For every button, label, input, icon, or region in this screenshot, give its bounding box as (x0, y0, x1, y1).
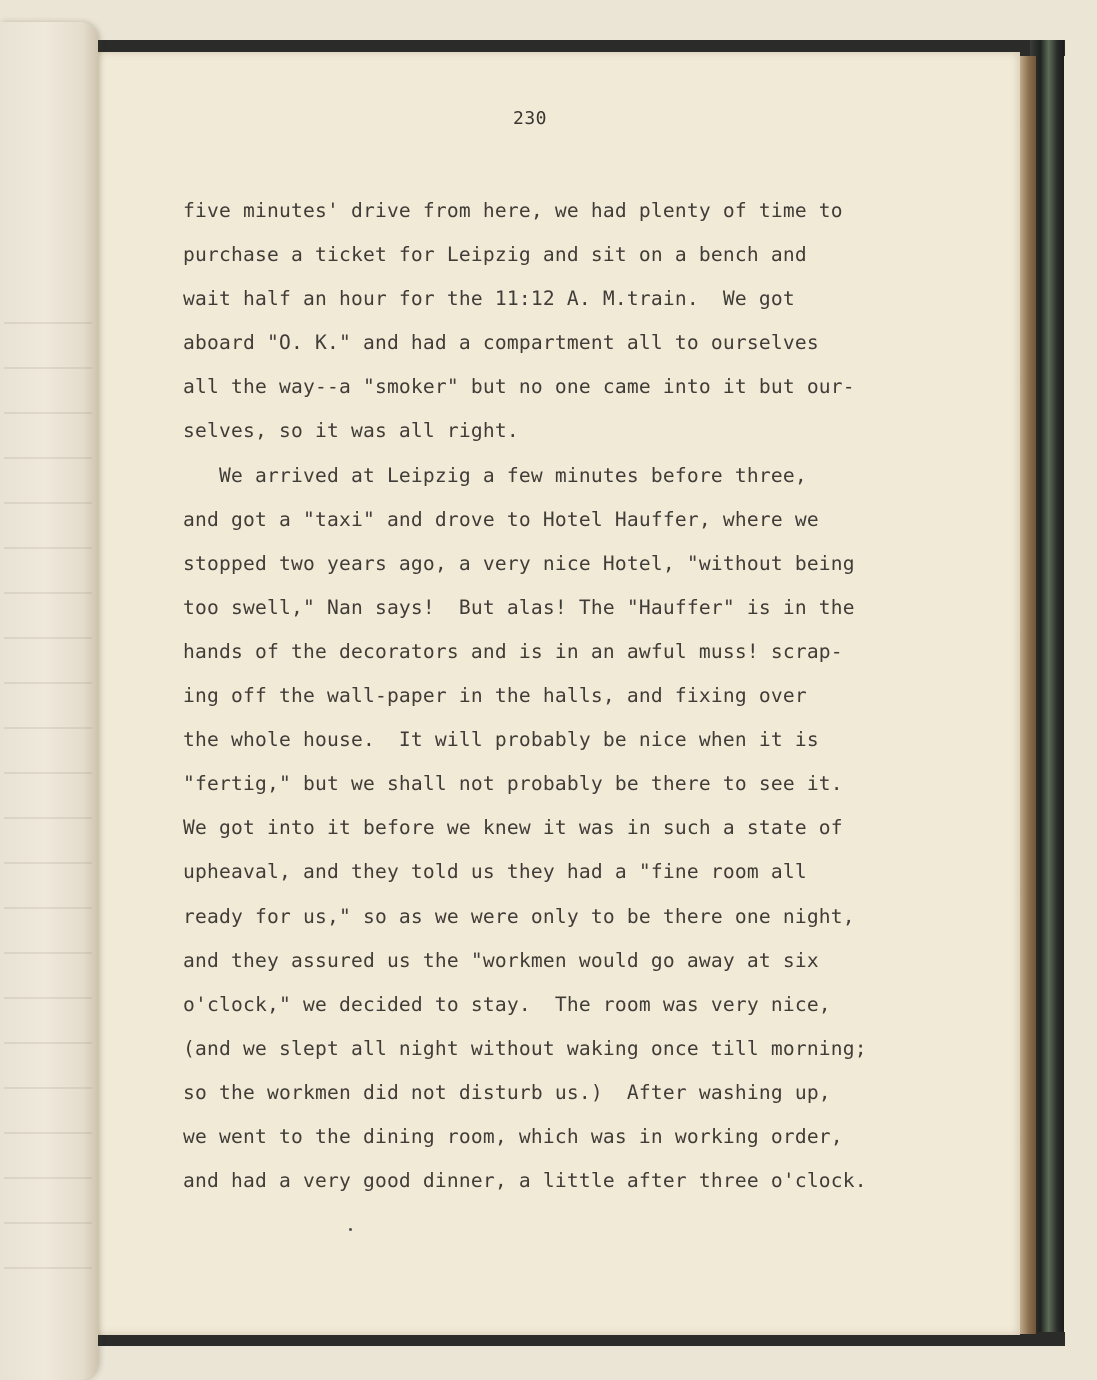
bleed-through-line (4, 1087, 92, 1089)
text-line: o'clock," we decided to stay. The room was very nice, (183, 992, 831, 1016)
bleed-through-line (4, 1267, 92, 1269)
bleed-through-line (4, 322, 92, 324)
bleed-through-line (4, 907, 92, 909)
text-line: We arrived at Leipzig a few minutes before three, (183, 463, 807, 487)
bleed-through-line (4, 862, 92, 864)
text-line: ready for us," so as we were only to be there one night, (183, 904, 855, 928)
text-line: "fertig," but we shall not probably be there to see it. (183, 772, 843, 796)
text-line: selves, so it was all right. (183, 419, 519, 443)
bleed-through-line (4, 637, 92, 639)
bleed-through-line (4, 457, 92, 459)
bleed-through-line (4, 502, 92, 504)
bleed-through-line (4, 1222, 92, 1224)
bleed-through-line (4, 817, 92, 819)
text-line: aboard "O. K." and had a compartment all to ourselves (183, 331, 819, 355)
text-line: the whole house. It will probably be nice when it is (183, 728, 819, 752)
bleed-through-line (4, 772, 92, 774)
bleed-through-line (4, 997, 92, 999)
typescript-body (183, 196, 983, 1210)
bleed-through-line (4, 592, 92, 594)
text-line: (and we slept all night without waking once till morning; (183, 1036, 867, 1060)
text-line: stopped two years ago, a very nice Hotel, "without being (183, 551, 855, 575)
ink-speck (349, 1228, 352, 1231)
text-line: We got into it before we knew it was in such a state of (183, 816, 843, 840)
text-line: and they assured us the "workmen would go away at six (183, 948, 819, 972)
bleed-through-line (4, 727, 92, 729)
bleed-through-line (4, 1042, 92, 1044)
text-line: and had a very good dinner, a little after three o'clock. (183, 1169, 867, 1193)
bleed-through-line (4, 1132, 92, 1134)
text-line: we went to the dining room, which was in working order, (183, 1124, 843, 1148)
text-line: hands of the decorators and is in an awful muss! scrap- (183, 639, 843, 663)
facing-page-curl (0, 22, 98, 1380)
bleed-through-line (4, 1177, 92, 1179)
page-number: 230 (512, 108, 547, 129)
text-line: ing off the wall-paper in the halls, and fixing over (183, 684, 807, 708)
text-line: wait half an hour for the 11:12 A. M.train. We got (183, 287, 795, 311)
bleed-through-line (4, 367, 92, 369)
text-line: five minutes' drive from here, we had plenty of time to (183, 199, 843, 222)
text-line: upheaval, and they told us they had a "fine room all (183, 860, 807, 884)
text-line: so the workmen did not disturb us.) After washing up, (183, 1080, 831, 1104)
bleed-through-line (4, 682, 92, 684)
bleed-through-line (4, 547, 92, 549)
text-line: and got a "taxi" and drove to Hotel Hauffer, where we (183, 507, 819, 531)
text-line: too swell," Nan says! But alas! The "Hauffer" is in the (183, 595, 855, 619)
text-line: all the way--a "smoker" but no one came into it but our- (183, 375, 855, 399)
bleed-through-line (4, 952, 92, 954)
text-line: purchase a ticket for Leipzig and sit on a bench and (183, 243, 807, 267)
bleed-through-line (4, 412, 92, 414)
